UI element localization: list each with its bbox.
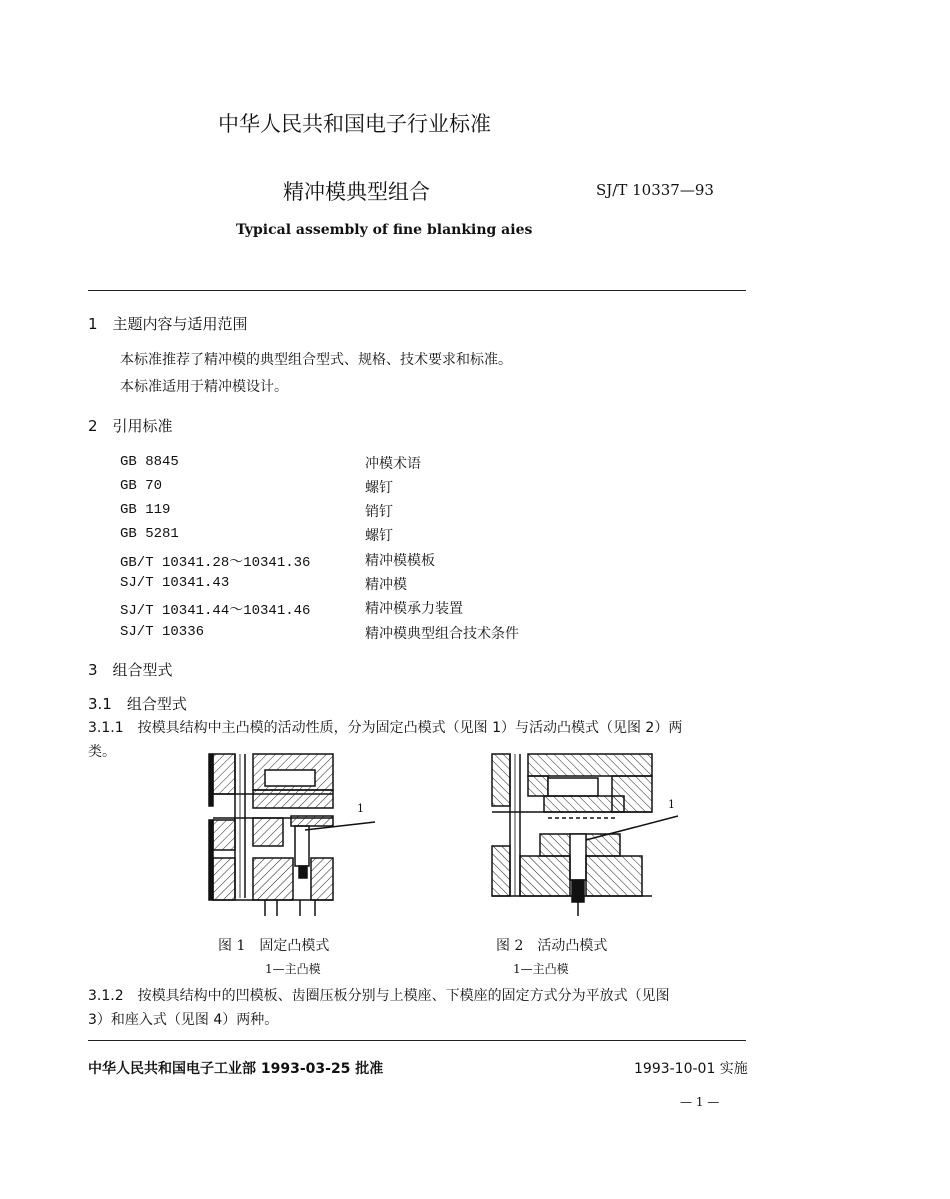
figure-1-drawing [205, 748, 380, 920]
reference-title: 销钉 [365, 504, 393, 520]
figure-2-drawing [488, 748, 683, 918]
figure-1-legend: 1—主凸模 [265, 962, 321, 976]
implementation-text: 1993-10-01 实施 [634, 1061, 748, 1077]
document-title: 精冲模典型组合 [283, 180, 430, 204]
standard-org-title: 中华人民共和国电子行业标准 [218, 112, 491, 136]
figure-1-caption: 图 1 固定凸模式 [218, 938, 330, 954]
reference-code: SJ/T 10341.43 [120, 575, 230, 591]
reference-code: GB 8845 [120, 454, 179, 470]
figure-2-label: 1 [668, 798, 675, 811]
section-3-1-1-line-2: 类。 [88, 744, 116, 760]
section-3-1-2-line-1: 3.1.2 按模具结构中的凹模板、齿圈压板分别与上模座、下模座的固定方式分为平放式（见图 [88, 988, 670, 1004]
page-number: — 1 — [680, 1095, 720, 1109]
reference-code: GB 70 [120, 478, 163, 494]
reference-title: 精冲模承力装置 [365, 601, 463, 617]
reference-title: 螺钉 [365, 480, 393, 496]
section-1-paragraph-2: 本标准适用于精冲模设计。 [120, 379, 288, 395]
standard-code: SJ/T 10337—93 [596, 181, 714, 199]
reference-title: 螺钉 [365, 528, 393, 544]
reference-code: GB/T 10341.28～10341.36 [120, 555, 311, 571]
reference-title: 精冲模模板 [365, 553, 435, 569]
section-3-1-2-line-2: 3）和座入式（见图 4）两种。 [88, 1012, 279, 1028]
figure-1-label: 1 [357, 802, 364, 815]
english-title: Typical assembly of fine blanking aies [236, 222, 533, 238]
header-divider [88, 290, 746, 291]
figure-2-caption: 图 2 活动凸模式 [496, 938, 608, 954]
section-3-1-heading: 3.1 组合型式 [88, 695, 187, 713]
approval-text: 中华人民共和国电子工业部 1993-03-25 批准 [88, 1061, 384, 1077]
footer-divider [88, 1040, 746, 1041]
reference-code: GB 119 [120, 502, 171, 518]
reference-code: SJ/T 10341.44～10341.46 [120, 603, 311, 619]
figure-2-legend: 1—主凸模 [513, 962, 569, 976]
reference-title: 冲模术语 [365, 456, 421, 472]
reference-code: GB 5281 [120, 526, 179, 542]
reference-code: SJ/T 10336 [120, 624, 205, 640]
reference-title: 精冲模典型组合技术条件 [365, 626, 519, 642]
section-1-heading: 1 主题内容与适用范围 [88, 315, 248, 333]
section-3-heading: 3 组合型式 [88, 661, 173, 679]
reference-title: 精冲模 [365, 577, 407, 593]
section-2-heading: 2 引用标准 [88, 417, 173, 435]
section-3-1-1-line-1: 3.1.1 按模具结构中主凸模的活动性质，分为固定凸模式（见图 1）与活动凸模式（见图 2）两 [88, 720, 683, 736]
section-1-paragraph-1: 本标准推荐了精冲模的典型组合型式、规格、技术要求和标准。 [120, 352, 512, 368]
